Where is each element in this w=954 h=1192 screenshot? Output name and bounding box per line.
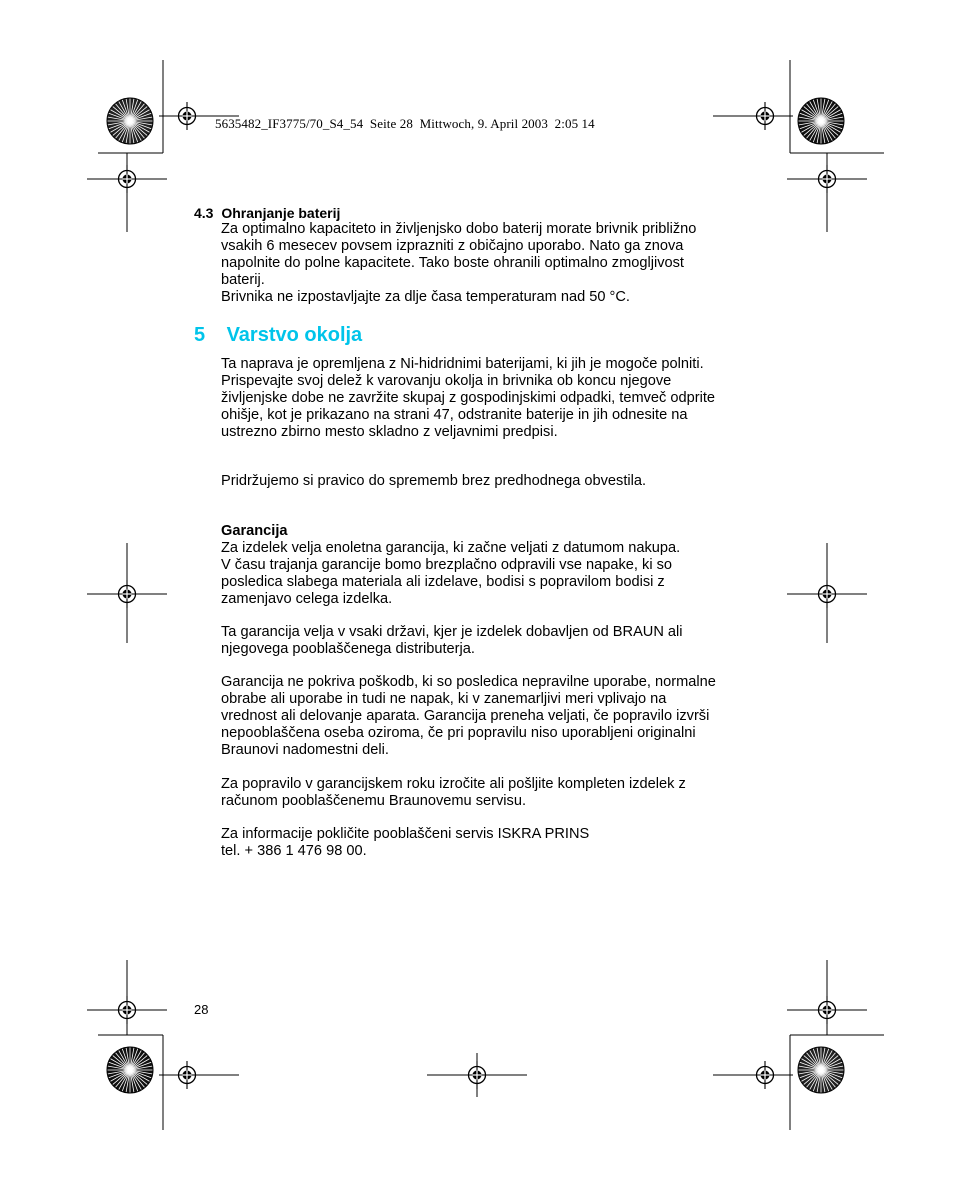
- starburst-target-icon: [798, 1047, 844, 1093]
- section-heading: [194, 205, 340, 221]
- warranty-paragraph-1: Za izdelek velja enoletna garancija, ki začne veljati z datumom nakupa. V času trajanja garancije bomo brezplačno odpravili vse napake, ki so posledica slabega materiala ali izdelave, bodisi s popravilom bodisi z zamenjavo celega izdelka.: [221, 540, 681, 607]
- registration-mark-icon: [159, 1061, 239, 1089]
- crop-mark-icon: [790, 60, 884, 232]
- chapter-number: 5: [194, 324, 206, 346]
- warranty-contact: Za informacije pokličite pooblaščeni servis ISKRA PRINS tel. + 386 1 476 98 00.: [221, 826, 590, 859]
- registration-mark-icon: [87, 996, 167, 1024]
- crop-mark-icon: [98, 960, 163, 1130]
- section-number: 4.3: [194, 205, 214, 221]
- starburst-target-icon: [107, 98, 153, 144]
- change-notice: Pridržujemo si pravico do sprememb brez predhodnega obvestila.: [221, 473, 647, 489]
- print-header: 5635482_IF3775/70_S4_54 Seite 28 Mittwoch, 9. April 2003 2:05 14: [215, 116, 595, 131]
- crop-mark-icon: [790, 960, 884, 1130]
- crop-mark-icon: [98, 60, 163, 232]
- warranty-paragraph-2: Ta garancija velja v vsaki državi, kjer je izdelek dobavljen od BRAUN ali njegovega pooblaščenega distributerja.: [221, 624, 683, 657]
- page-number: 28: [194, 1002, 209, 1017]
- registration-mark-icon: [87, 165, 167, 193]
- battery-care-text: Za optimalno kapaciteto in življenjsko dobo baterij morate brivnik približno vsakih 6 mesecev povsem izprazniti z običajno uporabo. Nato ga znova napolnite do polne kapacitete. Tako boste ohranili optimalno zmogljivost baterij. Brivnika ne izpostavljajte za dlje časa temperaturam nad 50 °C.: [221, 221, 697, 305]
- registration-mark-icon: [787, 165, 867, 193]
- warranty-paragraph-3: Garancija ne pokriva poškodb, ki so posledica nepravilne uporabe, normalne obrabe ali uporabe in tudi ne napak, ki v zanemarljivi meri vplivajo na vrednost ali delovanje aparata. Garancija preneha veljati, če popravilo izvrši nepooblaščena oseba oziroma, če pri popravilu niso uporabljeni originalni Braunovi nadomestni deli.: [221, 674, 716, 758]
- registration-mark-icon: [787, 580, 867, 608]
- environment-text: Ta naprava je opremljena z Ni-hidridnimi baterijami, ki jih je mogoče polniti. Prispevajte svoj delež k varovanju okolja in brivnika ob koncu njegove življenjske dobe ne zavržite skupaj z gospodinjskimi odpadki, temveč odprite ohišje, kot je prikazano na strani 47, odstranite baterije in jih odnesite na ustrezno zbirno mesto skladno z veljavnimi predpisi.: [221, 356, 716, 440]
- starburst-target-icon: [107, 1047, 153, 1093]
- registration-mark-icon: [713, 1061, 793, 1089]
- warranty-paragraph-4: Za popravilo v garancijskem roku izročite ali pošljite kompleten izdelek z računom pooblaščenemu Braunovemu servisu.: [221, 776, 686, 809]
- registration-mark-icon: [787, 996, 867, 1024]
- chapter-heading: [194, 324, 362, 347]
- starburst-target-icon: [798, 98, 844, 144]
- registration-mark-icon: [427, 1053, 527, 1097]
- registration-mark-icon: [713, 102, 793, 130]
- chapter-title: Varstvo okolja: [226, 324, 363, 346]
- section-title: Ohranjanje baterij: [221, 205, 341, 221]
- warranty-title: Garancija: [221, 523, 288, 539]
- registration-mark-icon: [87, 580, 167, 608]
